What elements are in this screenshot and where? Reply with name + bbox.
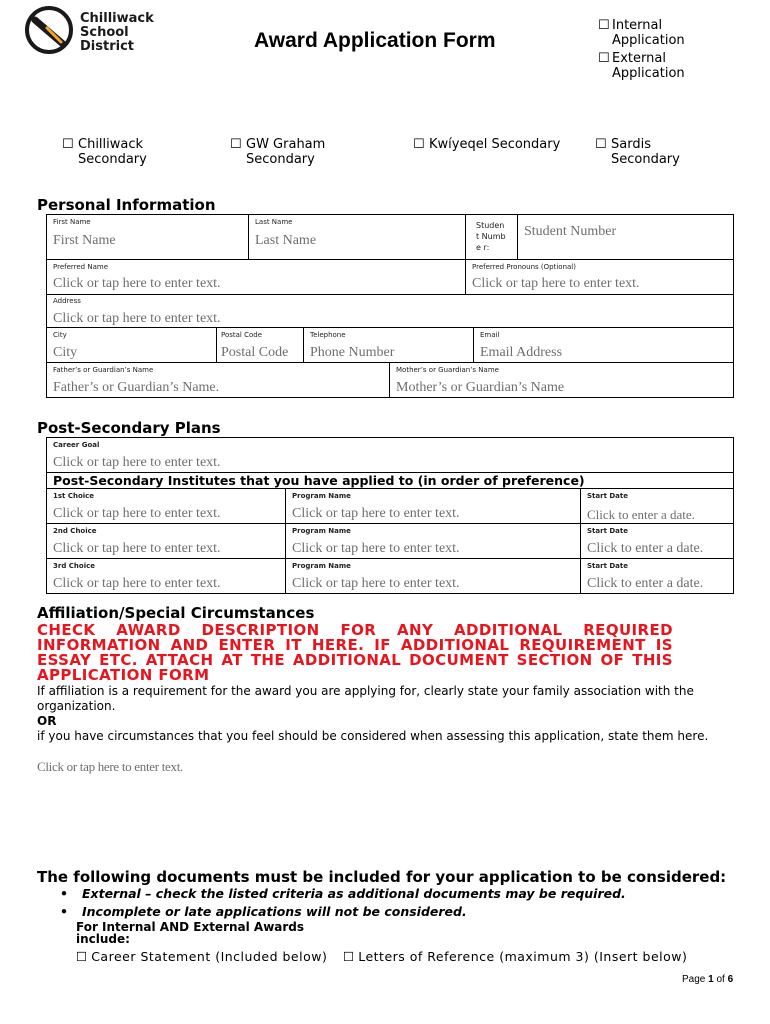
internal-application-label: Internal Application [612,18,685,48]
of-word: of [716,974,725,985]
bullet-text: External – check the listed criteria as additional documents may be required. [82,886,626,901]
school-label: Chilliwack Secondary [78,137,147,167]
warning-line: APPLICATION FORM [37,666,210,684]
choice-institute-field[interactable]: Click or tap here to enter text. [53,541,221,556]
page-current: 1 [708,974,714,985]
preferred-name-field[interactable]: Click or tap here to enter text. [53,276,221,291]
start-date-field[interactable]: Click to enter a date. [587,576,704,591]
page-total: 6 [727,974,734,985]
father-name-label: Father’s or Guardian’s Name [53,366,154,374]
school-option-kwiyeqel[interactable] [413,137,560,152]
logo-line1: Chilliwack [80,11,154,26]
logo-line2: School District [80,25,134,54]
checkbox-icon: ☐ [413,137,425,152]
last-name-field[interactable]: Last Name [255,233,317,248]
telephone-label: Telephone [310,331,346,339]
documents-subhead: For Internal AND External Awards include: [76,920,305,946]
circumstances-instruction: if you have circumstances that you feel should be considered when assessing this application, state them here. [37,729,709,743]
student-number-label: Studen t Numbe r: [476,221,506,252]
bullet-text: Incomplete or late applications will not be considered. [82,904,467,919]
career-goal-label: Career Goal [53,441,100,449]
start-date-label: Start Date [587,492,628,500]
letters-of-reference-label: Letters of Reference (maximum 3) (Insert below) [358,949,688,964]
first-name-field[interactable]: First Name [53,233,116,248]
checkbox-icon: ☐ [598,51,610,66]
internal-application-checkbox[interactable] [598,18,708,48]
school-label: Kwíyeqel Secondary [429,137,561,152]
start-date-label: Start Date [587,562,628,570]
email-field[interactable]: Email Address [480,345,563,360]
mother-name-field[interactable]: Mother’s or Guardian’s Name [396,380,565,395]
pronouns-field[interactable]: Click or tap here to enter text. [472,276,640,291]
career-statement-checkbox[interactable] [76,949,327,964]
page-number [682,974,733,985]
address-label: Address [53,297,81,305]
choice-institute-field[interactable]: Click or tap here to enter text. [53,506,221,521]
career-statement-label: Career Statement (Included below) [91,949,328,964]
affiliation-title: Affiliation/Special Circumstances [37,604,315,622]
documents-title: The following documents must be included for your application to be considered: [37,868,727,886]
telephone-field[interactable]: Phone Number [310,345,395,360]
external-application-checkbox[interactable] [598,51,708,81]
checkbox-icon: ☐ [343,949,355,964]
career-goal-field[interactable]: Click or tap here to enter text. [53,455,221,470]
letters-of-reference-checkbox[interactable] [343,949,687,964]
choice-institute-field[interactable]: Click or tap here to enter text. [53,576,221,591]
preferred-name-label: Preferred Name [53,263,109,271]
institutes-heading: Post-Secondary Institutes that you have applied to (in order of preference) [53,473,585,488]
warning-line: ESSAY ETC. ATTACH AT THE ADDITIONAL DOCUMENT SECTION OF THIS [37,651,673,669]
choice-label: 2nd Choice [53,527,97,535]
checkbox-icon: ☐ [230,137,242,152]
personal-info-title: Personal Information [37,196,216,214]
school-label: Sardis Secondary [611,137,680,167]
list-item [60,885,626,903]
postal-code-field[interactable]: Postal Code [221,345,289,360]
start-date-label: Start Date [587,527,628,535]
affiliation-warning [37,623,673,683]
page-word: Page [682,974,706,985]
father-name-field[interactable]: Father’s or Guardian’s Name. [53,380,220,395]
postal-code-label: Postal Code [221,331,263,339]
bullet-icon: • [60,886,68,901]
external-application-label: External Application [612,51,685,81]
email-label: Email [480,331,500,339]
checkbox-icon: ☐ [595,137,607,152]
logo [25,6,165,56]
first-name-label: First Name [53,218,91,226]
school-option-sardis[interactable] [595,137,681,167]
affiliation-instruction: If affiliation is a requirement for the award you are applying for, clearly state your family association with the organization. [37,684,694,713]
program-label: Program Name [292,527,351,535]
program-field[interactable]: Click or tap here to enter text. [292,576,460,591]
checkbox-icon: ☐ [76,949,88,964]
school-label: GW Graham Secondary [246,137,326,167]
school-option-chilliwack[interactable] [62,137,158,167]
city-label: City [53,331,67,339]
program-label: Program Name [292,562,351,570]
form-title: Award Application Form [254,29,496,52]
student-number-field[interactable]: Student Number [524,224,617,239]
school-option-gw-graham[interactable] [230,137,336,167]
documents-bullets [60,885,626,921]
last-name-label: Last Name [255,218,293,226]
warning-line: INFORMATION AND ENTER IT HERE. IF ADDITIONAL REQUIREMENT IS [37,636,673,654]
program-label: Program Name [292,492,351,500]
warning-line: CHECK AWARD DESCRIPTION FOR ANY ADDITIONAL REQUIRED [37,621,673,639]
mother-name-label: Mother’s or Guardian’s Name [396,366,499,374]
logo-icon [25,6,73,54]
post-secondary-title: Post-Secondary Plans [37,419,221,437]
checkbox-icon: ☐ [62,137,74,152]
program-field[interactable]: Click or tap here to enter text. [292,541,460,556]
list-item [60,903,626,921]
choice-label: 3rd Choice [53,562,95,570]
start-date-field[interactable]: Click to enter a date. [587,507,695,522]
pronouns-label: Preferred Pronouns (Optional) [472,263,576,271]
affiliation-field[interactable]: Click or tap here to enter text. [37,759,183,774]
address-field[interactable]: Click or tap here to enter text. [53,311,221,326]
checkbox-icon: ☐ [598,18,610,33]
affiliation-or: OR [37,714,57,728]
bullet-icon: • [60,904,68,919]
city-field[interactable]: City [53,345,78,360]
program-field[interactable]: Click or tap here to enter text. [292,506,460,521]
start-date-field[interactable]: Click to enter a date. [587,541,704,556]
choice-label: 1st Choice [53,492,95,500]
